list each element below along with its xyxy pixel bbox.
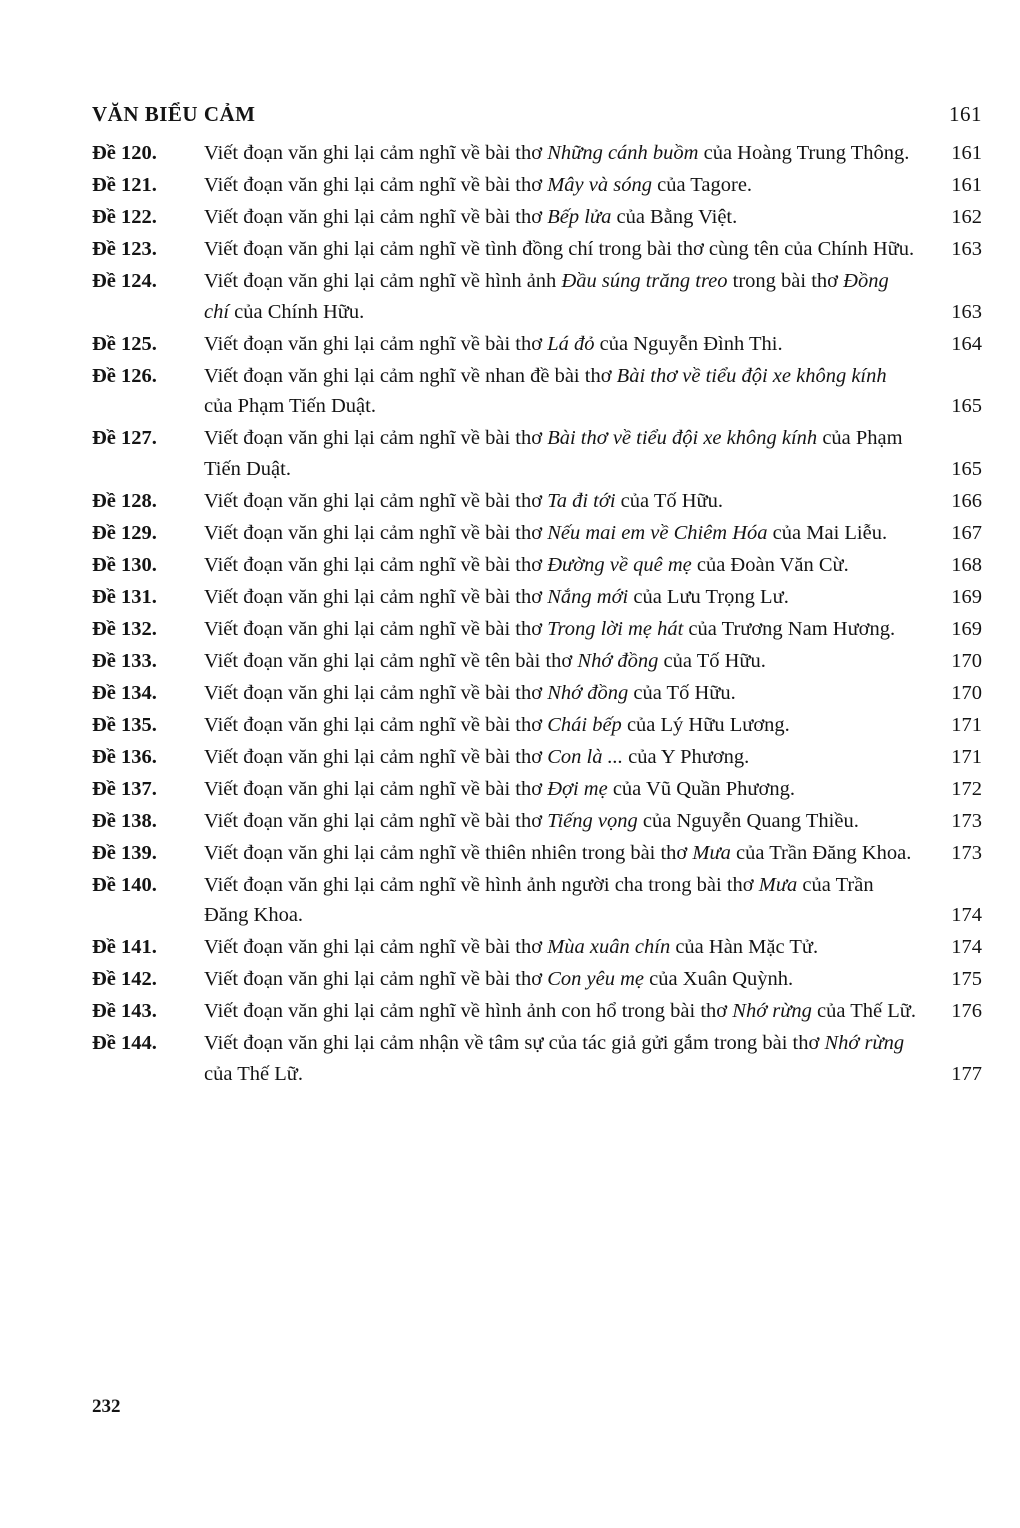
entry-text-segment: của Tố Hữu. <box>628 681 736 704</box>
entry-text-segment: trong bài thơ <box>727 270 844 292</box>
entry-text <box>204 678 982 709</box>
entry-page-number: 177 <box>951 1062 982 1085</box>
toc-entry <box>92 329 982 360</box>
entry-number: Đề 135. <box>92 713 157 736</box>
entry-text-segment: Viết đoạn văn ghi lại cảm nghĩ về bài thơ <box>204 206 548 228</box>
entry-text-segment: Viết đoạn văn ghi lại cảm nghĩ về bài thơ <box>204 427 548 449</box>
entry-number: Đề 143. <box>92 1000 157 1022</box>
toc-entry <box>92 138 982 169</box>
entry-text-segment: Viết đoạn văn ghi lại cảm nghĩ về bài thơ <box>204 809 548 832</box>
poem-title: Nhớ rừng <box>732 1000 812 1022</box>
poem-title: Mưa <box>692 841 731 864</box>
entry-text-segment: Viết đoạn văn ghi lại cảm nghĩ về bài thơ <box>204 617 548 640</box>
entry-text-segment: Viết đoạn văn ghi lại cảm nghĩ về tên bài thơ <box>204 649 578 672</box>
entry-text-segment: của Bằng Việt. <box>611 206 738 228</box>
entry-text-segment: Viết đoạn văn ghi lại cảm nghĩ về bài thơ <box>204 936 548 958</box>
entry-number: Đề 120. <box>92 142 157 164</box>
entry-page-number: 169 <box>951 585 982 608</box>
entry-text-segment: của Đoàn Văn Cừ. <box>691 553 849 576</box>
entry-text-segment: của Mai Liễu. <box>767 521 888 544</box>
toc-entry <box>92 774 982 805</box>
entry-text <box>204 138 982 169</box>
poem-title: Trong lời mẹ hát <box>547 617 684 640</box>
entry-page-number: 163 <box>951 300 982 323</box>
toc-entry <box>92 996 982 1027</box>
entry-page-number: 164 <box>951 332 982 355</box>
entry-text-segment: Viết đoạn văn ghi lại cảm nghĩ về thiên nhiên trong bài thơ <box>204 841 693 864</box>
entry-text <box>204 582 982 613</box>
toc-entry <box>92 234 982 265</box>
poem-title: Nhớ rừng <box>824 1032 905 1054</box>
entry-text-segment: Viết đoạn văn ghi lại cảm nghĩ về hình ảnh con hổ trong bài thơ <box>204 1000 733 1022</box>
entry-number: Đề 137. <box>92 777 157 800</box>
entry-text <box>204 710 982 741</box>
entry-text-segment: Viết đoạn văn ghi lại cảm nghĩ về bài thơ <box>204 142 548 164</box>
entry-text-segment: Viết đoạn văn ghi lại cảm nghĩ về nhan đề bài thơ <box>204 364 617 387</box>
entry-number: Đề 141. <box>92 936 157 958</box>
poem-title: Lá đỏ <box>547 332 595 355</box>
entry-text <box>204 996 982 1027</box>
entry-text-segment: Viết đoạn văn ghi lại cảm nhận về tâm sự của tác giả gửi gắm trong bài thơ <box>204 1032 825 1054</box>
poem-title: Đầu súng trăng treo <box>561 270 728 292</box>
entry-text <box>204 550 982 581</box>
poem-title: Đợi mẹ <box>547 777 608 800</box>
poem-title: Mùa xuân chín <box>547 936 671 958</box>
poem-title: Nhớ đồng <box>547 681 629 704</box>
poem-title: Nắng mới <box>547 585 629 608</box>
entry-text-segment: Viết đoạn văn ghi lại cảm nghĩ về tình đồng chí trong bài thơ cùng tên của Chính Hữu. <box>204 238 915 260</box>
entry-text <box>204 170 982 201</box>
entry-text-segment: của Chính Hữu. <box>229 300 365 323</box>
entry-page-number: 169 <box>951 617 982 640</box>
entry-text-segment: của Tố Hữu. <box>658 649 766 672</box>
entry-number: Đề 132. <box>92 617 157 640</box>
entry-text <box>204 329 982 360</box>
entry-text-segment: Viết đoạn văn ghi lại cảm nghĩ về bài thơ <box>204 968 548 990</box>
entry-number: Đề 133. <box>92 649 157 672</box>
entry-text-segment: của Thế Lữ. <box>204 1062 303 1085</box>
entry-number: Đề 122. <box>92 206 157 228</box>
entry-text-segment: Viết đoạn văn ghi lại cảm nghĩ về bài thơ <box>204 585 548 608</box>
poem-title: Bài thơ về tiểu đội xe không kính <box>616 364 887 387</box>
entry-number: Đề 125. <box>92 332 157 355</box>
entry-text-segment: của Vũ Quần Phương. <box>607 777 795 800</box>
toc-entry <box>92 870 982 931</box>
entry-page-number: 170 <box>951 681 982 704</box>
entry-text <box>204 361 982 422</box>
poem-title: Bếp lửa <box>547 206 612 228</box>
entry-page-number: 173 <box>951 841 982 864</box>
entry-text <box>204 838 982 869</box>
entry-number: Đề 138. <box>92 809 157 832</box>
entry-page-number: 161 <box>951 174 982 196</box>
entry-number: Đề 124. <box>92 270 157 292</box>
poem-title: Chái bếp <box>547 713 622 736</box>
toc-entry <box>92 518 982 549</box>
poem-title: Mây và sóng <box>547 174 652 196</box>
entry-number: Đề 127. <box>92 427 157 449</box>
entry-text-segment: Viết đoạn văn ghi lại cảm nghĩ về hình ảnh <box>204 270 562 292</box>
toc-entry <box>92 710 982 741</box>
entry-text-segment: của Lưu Trọng Lư. <box>628 585 789 608</box>
toc-entry <box>92 678 982 709</box>
entry-text-segment: của Tố Hữu. <box>615 489 724 512</box>
entry-page-number: 172 <box>951 777 982 800</box>
entry-page-number: 174 <box>951 936 982 958</box>
entry-page-number: 167 <box>951 521 982 544</box>
entry-text-segment: Viết đoạn văn ghi lại cảm nghĩ về bài thơ <box>204 174 548 196</box>
entry-text-segment: Viết đoạn văn ghi lại cảm nghĩ về bài thơ <box>204 489 548 512</box>
toc-entry <box>92 266 982 327</box>
entry-text-segment: Viết đoạn văn ghi lại cảm nghĩ về bài thơ <box>204 777 548 800</box>
entry-page-number: 170 <box>951 649 982 672</box>
toc-entry <box>92 582 982 613</box>
entry-text <box>204 266 982 327</box>
entry-text <box>204 518 982 549</box>
toc-entry <box>92 170 982 201</box>
entry-text <box>204 646 982 677</box>
entry-number: Đề 126. <box>92 364 157 387</box>
toc-entries <box>92 138 982 1089</box>
entry-text <box>204 202 982 233</box>
entry-text <box>204 870 982 931</box>
toc-entry <box>92 486 982 517</box>
entry-text-segment: của Trần Đăng Khoa. <box>204 873 874 926</box>
toc-entry <box>92 423 982 484</box>
entry-text <box>204 234 982 265</box>
entry-text-segment: của Xuân Quỳnh. <box>644 968 794 990</box>
entry-text-segment: Viết đoạn văn ghi lại cảm nghĩ về bài thơ <box>204 745 548 768</box>
entry-number: Đề 144. <box>92 1032 157 1054</box>
entry-page-number: 175 <box>951 968 982 990</box>
entry-text <box>204 932 982 963</box>
poem-title: Nếu mai em về Chiêm Hóa <box>547 521 768 544</box>
entry-text-segment: Viết đoạn văn ghi lại cảm nghĩ về bài thơ <box>204 713 548 736</box>
entry-text-segment: Viết đoạn văn ghi lại cảm nghĩ về hình ảnh người cha trong bài thơ <box>204 873 759 896</box>
entry-text-segment: của Y Phương. <box>622 745 750 768</box>
entry-text-segment: của Phạm Tiến Duật. <box>204 427 903 480</box>
entry-text-segment: Viết đoạn văn ghi lại cảm nghĩ về bài thơ <box>204 553 548 576</box>
poem-title: Con yêu mẹ <box>547 968 644 990</box>
entry-number: Đề 136. <box>92 745 157 768</box>
poem-title: Con là ... <box>547 745 623 768</box>
entry-page-number: 165 <box>951 457 982 480</box>
entry-page-number: 173 <box>951 809 982 832</box>
entry-text-segment: của Trần Đăng Khoa. <box>730 841 912 864</box>
poem-title: Đường về quê mẹ <box>547 553 692 576</box>
page-folio: 232 <box>92 1396 121 1417</box>
toc-entry <box>92 646 982 677</box>
entry-page-number: 163 <box>951 238 982 260</box>
entry-page-number: 168 <box>951 553 982 576</box>
entry-text-segment: của Hoàng Trung Thông. <box>698 142 910 164</box>
entry-page-number: 166 <box>951 489 982 512</box>
entry-number: Đề 139. <box>92 841 157 864</box>
poem-title: Đồng chí <box>204 270 889 323</box>
poem-title: Tiếng vọng <box>547 809 638 832</box>
poem-title: Mưa <box>758 873 798 896</box>
toc-entry <box>92 202 982 233</box>
entry-number: Đề 130. <box>92 553 157 576</box>
entry-text <box>204 1028 982 1089</box>
toc-entry <box>92 838 982 869</box>
entry-text-segment: Viết đoạn văn ghi lại cảm nghĩ về bài thơ <box>204 332 548 355</box>
entry-text-segment: của Nguyễn Quang Thiều. <box>637 809 859 832</box>
entry-text <box>204 614 982 645</box>
entry-page-number: 174 <box>951 904 982 926</box>
entry-number: Đề 128. <box>92 489 157 512</box>
poem-title: Nhớ đồng <box>577 649 659 672</box>
entry-number: Đề 123. <box>92 238 157 260</box>
entry-number: Đề 131. <box>92 585 157 608</box>
entry-text-segment: Viết đoạn văn ghi lại cảm nghĩ về bài thơ <box>204 681 548 704</box>
entry-number: Đề 140. <box>92 873 157 896</box>
poem-title: Những cánh buồm <box>547 142 699 164</box>
entry-page-number: 162 <box>951 206 982 228</box>
entry-number: Đề 121. <box>92 174 157 196</box>
toc-entry <box>92 361 982 422</box>
entry-text-segment: của Nguyễn Đình Thi. <box>594 332 783 355</box>
entry-text-segment: của Phạm Tiến Duật. <box>204 395 376 417</box>
entry-number: Đề 134. <box>92 681 157 704</box>
entry-page-number: 171 <box>951 713 982 736</box>
toc-entry <box>92 614 982 645</box>
toc-entry <box>92 1028 982 1089</box>
entry-text <box>204 806 982 837</box>
toc-entry <box>92 550 982 581</box>
entry-text-segment: của Lý Hữu Lương. <box>621 713 790 736</box>
entry-text-segment: của Hàn Mặc Tử. <box>670 936 819 958</box>
poem-title: Ta đi tới <box>547 489 616 512</box>
toc-entry <box>92 806 982 837</box>
section-heading <box>92 102 982 138</box>
toc-entry <box>92 932 982 963</box>
entry-text <box>204 742 982 773</box>
poem-title: Bài thơ về tiểu đội xe không kính <box>547 427 818 449</box>
section-title: VĂN BIỂU CẢM <box>92 102 256 126</box>
entry-text <box>204 964 982 995</box>
entry-text-segment: của Trương Nam Hương. <box>683 617 896 640</box>
toc-entry <box>92 964 982 995</box>
entry-page-number: 171 <box>951 745 982 768</box>
toc-entry <box>92 742 982 773</box>
entry-text <box>204 423 982 484</box>
entry-text <box>204 774 982 805</box>
entry-page-number: 176 <box>951 1000 982 1022</box>
entry-number: Đề 142. <box>92 968 157 990</box>
entry-text-segment: của Thế Lữ. <box>811 1000 917 1022</box>
entry-page-number: 161 <box>951 142 982 164</box>
section-page-number: 161 <box>949 102 982 126</box>
entry-page-number: 165 <box>951 395 982 417</box>
entry-text-segment: Viết đoạn văn ghi lại cảm nghĩ về bài thơ <box>204 521 548 544</box>
table-of-contents <box>92 102 982 1091</box>
entry-number: Đề 129. <box>92 521 157 544</box>
entry-text-segment: của Tagore. <box>651 174 753 196</box>
entry-text <box>204 486 982 517</box>
